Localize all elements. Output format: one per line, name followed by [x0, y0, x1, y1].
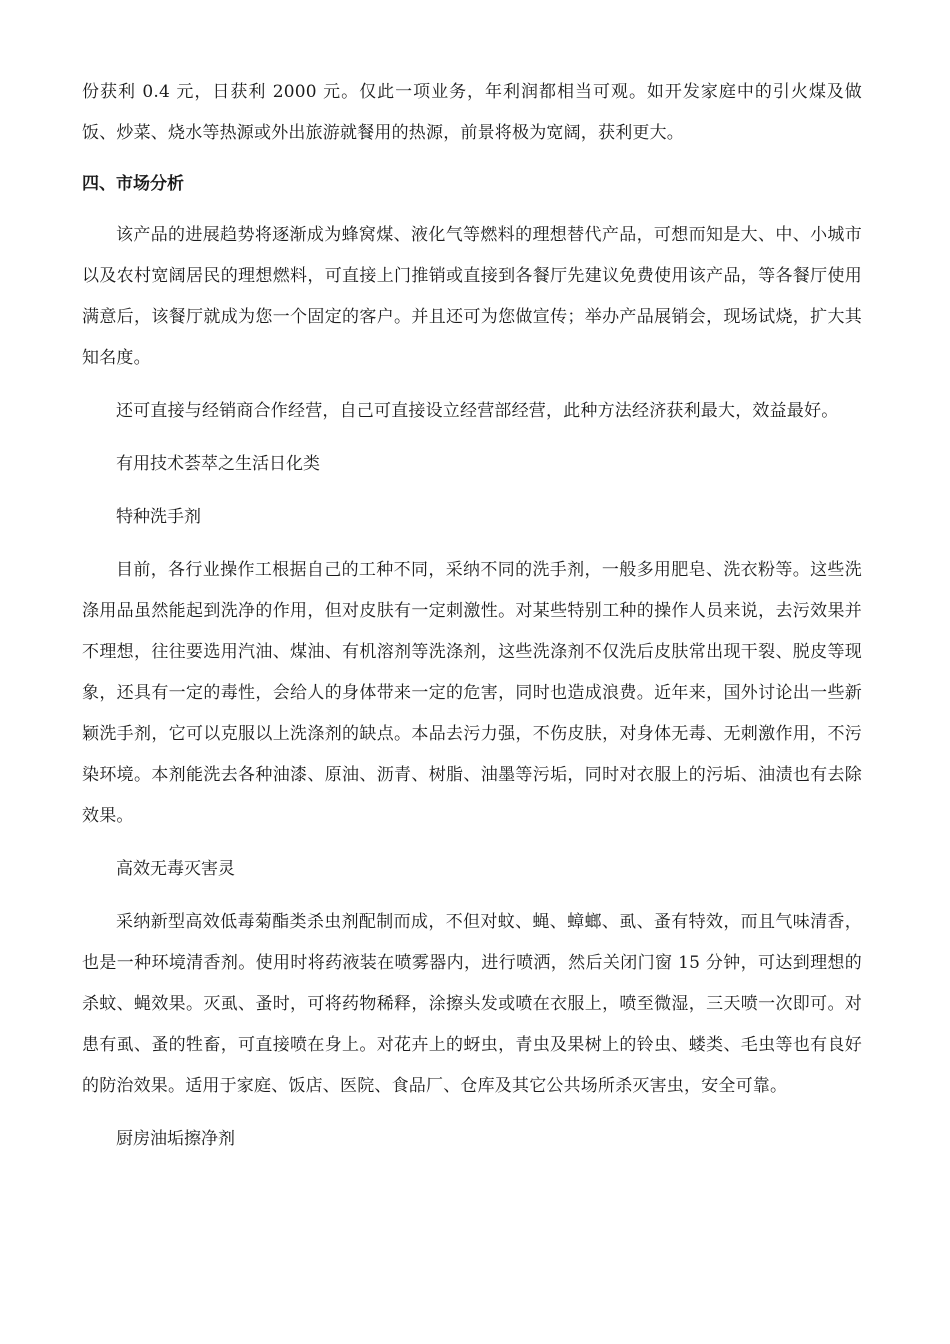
item-title-kitchen-degreaser: 厨房油垢擦净剂	[116, 1129, 235, 1149]
item-title-hand-cleaner: 特种洗手剂	[116, 507, 201, 527]
item-title-insecticide: 高效无毒灭害灵	[116, 859, 235, 879]
paragraph-continuation: 份获利 0.4 元，日获利 2000 元。仅此一项业务，年利润都相当可观。如开发家庭中的引火煤及做饭、炒菜、烧水等热源或外出旅游就餐用的热源，前景将极为宽阔，获利更大。	[82, 82, 862, 143]
paragraph-insecticide: 采纳新型高效低毒菊酯类杀虫剂配制而成，不但对蚊、蝇、蟑螂、虱、蚤有特效，而且气味清香，也是一种环境清香剂。使用时将药液装在喷雾器内，进行喷洒，然后关闭门窗 15 分钟，可达到理想的杀蚊、蝇效果。灭虱、蚤时，可将药物稀释，涂擦头发或喷在衣服上，喷至微湿，三天喷一次即可。对患有虱、蚤的牲畜，可直接喷在身上。对花卉上的蚜虫，青虫及果树上的铃虫、蝼类、毛虫等也有良好的防治效果。适用于家庭、饭店、医院、食品厂、仓库及其它公共场所杀灭害虫，安全可靠。	[82, 912, 862, 1096]
paragraph-market-1: 该产品的进展趋势将逐渐成为蜂窝煤、液化气等燃料的理想替代产品，可想而知是大、中、小城市以及农村宽阔居民的理想燃料，可直接上门推销或直接到各餐厅先建议免费使用该产品，等各餐厅使用满意后，该餐厅就成为您一个固定的客户。并且还可为您做宣传；举办产品展销会，现场试烧，扩大其知名度。	[82, 225, 862, 368]
section-heading-market-analysis: 四、市场分析	[82, 174, 184, 194]
paragraph-hand-cleaner: 目前，各行业操作工根据自己的工种不同，采纳不同的洗手剂，一般多用肥皂、洗衣粉等。这些洗涤用品虽然能起到洗净的作用，但对皮肤有一定刺激性。对某些特别工种的操作人员来说，去污效果并不理想，往往要选用汽油、煤油、有机溶剂等洗涤剂，这些洗涤剂不仅洗后皮肤常出现干裂、脱皮等现象，还具有一定的毒性，会给人的身体带来一定的危害，同时也造成浪费。近年来，国外讨论出一些新颖洗手剂，它可以克服以上洗涤剂的缺点。本品去污力强，不伤皮肤，对身体无毒、无刺激作用，不污染环境。本剂能洗去各种油漆、原油、沥青、树脂、油墨等污垢，同时对衣服上的污垢、油渍也有去除效果。	[82, 560, 862, 826]
document-page	[82, 72, 862, 1160]
series-title: 有用技术荟萃之生活日化类	[116, 454, 320, 474]
paragraph-market-2: 还可直接与经销商合作经营，自己可直接设立经营部经营，此种方法经济获利最大，效益最好。	[116, 401, 839, 421]
